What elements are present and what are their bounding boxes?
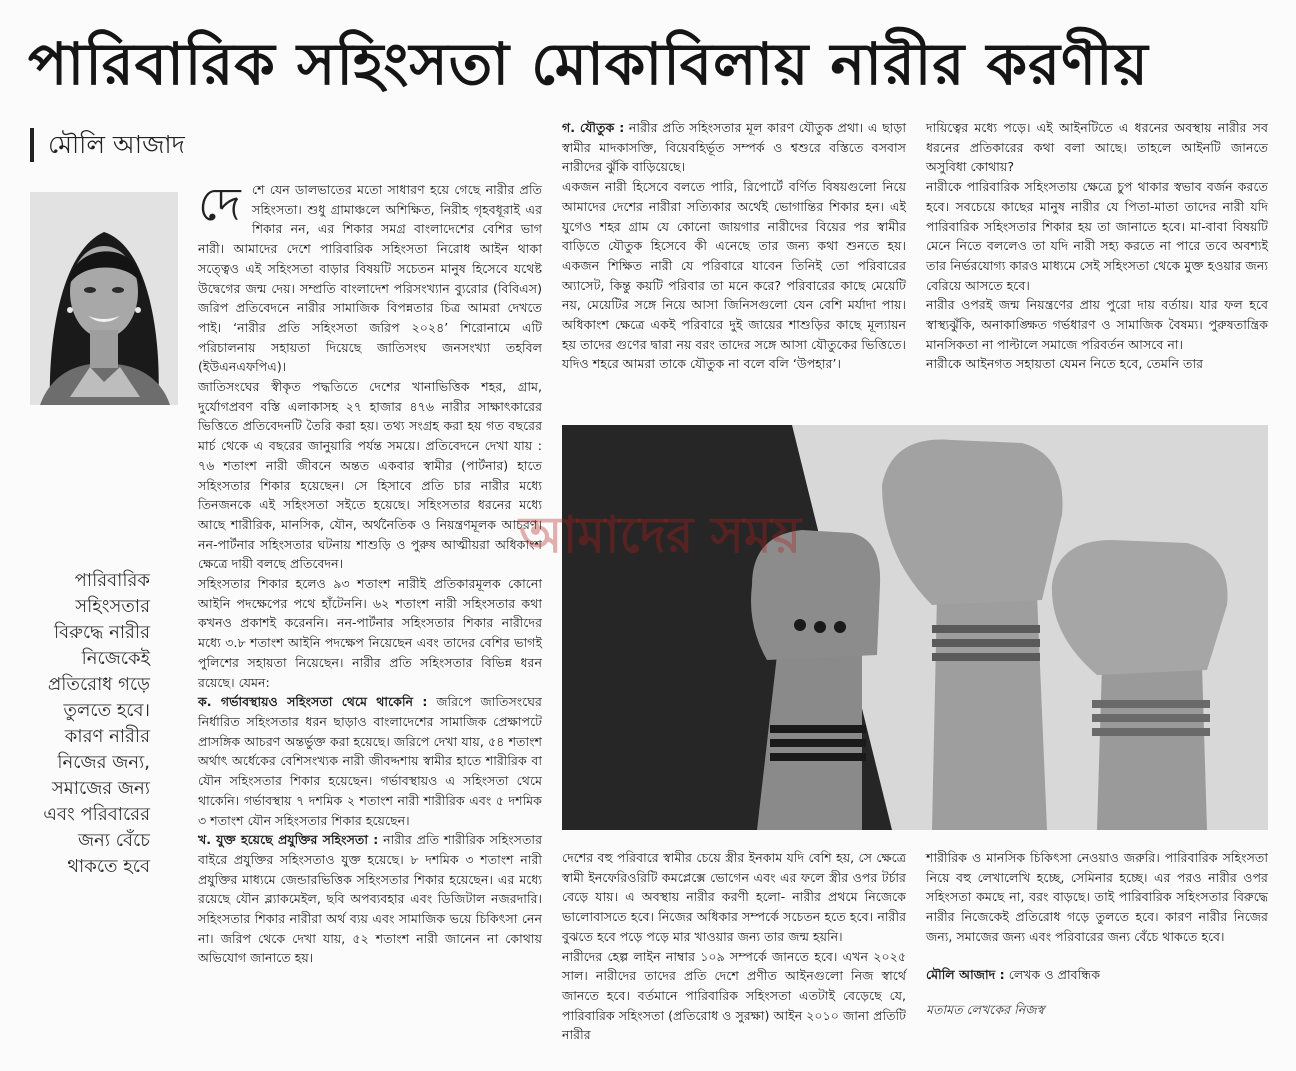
paragraph (198, 830, 542, 968)
byline: মৌলি আজাদ (30, 128, 185, 162)
article-column-5 (926, 848, 1268, 1020)
subhead: গ. যৌতুক : (562, 120, 625, 135)
disclaimer: মতামত লেখকের নিজস্ব (926, 1002, 1045, 1018)
paragraph: সহিংসতার শিকার হলেও ৯৩ শতাংশ নারীই প্রতিকারমূলক কোনো আইনি পদক্ষেপের পথে হাঁটেননি। ৬২ শতাংশ নারী সহিংসতার কথা কখনও প্রকাশই করেননি। নন-পার্টনার সহিংসতার শিকার নারীদের মধ্যে ৩.৮ শতাংশ আইনি পদক্ষেপ নিয়েছেন এবং তাদের বেশির ভাগই পুলিশের সহায়তা নিয়েছেন। নারীর প্রতি সহিংসতার বিভিন্ন ধরন রয়েছে। যেমন: (198, 576, 542, 690)
article-column-1 (198, 177, 543, 968)
paragraph: শারীরিক ও মানসিক চিকিৎসা নেওয়াও জরুরি। পারিবারিক সহিংসতা নিয়ে বহু লেখালেখি হচ্ছে, সেমিনার হচ্ছে। এর পরও নারীর ওপর সহিংসতা কমছে না, বরং বাড়ছে। তাই পারিবারিক সহিংসতার বিরুদ্ধে নারীর নিজেকেই প্রতিরোধ গড়ে তুলতে হবে। কারণ নারীর নিজের জন্য, সমাজের জন্য এবং পরিবারের জন্য বেঁচে থাকতে হবে। (926, 850, 1268, 944)
article-column-4 (562, 848, 906, 1045)
subhead: ক. গর্ভাবস্থায়ও সহিংসতা থেমে থাকেনি : (198, 694, 428, 710)
paragraph (562, 118, 906, 177)
author-note-name: মৌলি আজাদ : (926, 966, 1005, 982)
fists-artwork (562, 425, 1268, 830)
paragraph: নারীকে পারিবারিক সহিংসতায় ক্ষেত্রে চুপ থাকার স্বভাব বর্জন করতে হবে। সবচেয়ে কাছের মানুষ নারীর যে পিতা-মাতা তাদের নারী যদি পারিবারিক সহিংসতার শিকার হয় তা জানাতে হবে। মা-বাবা বিষয়টি মেনে নিতে বললেও তা যদি নারী সহ্য করতে না পারে তবে অবশ্যই তার নির্ভরযোগ্য কারও মাধ্যমে সেই সহিংসতা থেকে মুক্ত হওয়ার জন্য বেরিয়ে আসতে হবে। (926, 179, 1268, 293)
article-column-3 (926, 118, 1268, 374)
paragraph: শে যেন ডালভাতের মতো সাধারণ হয়ে গেছে নারীর প্রতি সহিংসতা। শুধু গ্রামাঞ্চলে অশিক্ষিত, নিরীহ গৃহবধূরাই এর শিকার নন, এর শিকার সমগ্র বাংলাদেশের বেশির ভাগ নারী। আমাদের দেশে পারিবারিক সহিংসতা নিরোধ আইন থাকা সত্ত্বেও এই সহিংসতা বাড়ার বিষয়টি সচেতন মানুষ হিসেবে যথেষ্ট উদ্বেগের জন্ম দেয়। সম্প্রতি বাংলাদেশ পরিসংখ্যান ব্যুরোর (বিবিএস) জরিপ প্রতিবেদনে নারীর সামাজিক বিপন্নতার চিত্র আমরা দেখতে পাই। ‘নারীর প্রতি সহিংসতা জরিপ ২০২৪’ শিরোনামে এটি পরিচালনায় সহায়তা দিয়েছে জাতিসংঘ জনসংখ্যা তহবিল (ইউএনএফপিএ)। (198, 182, 542, 375)
subhead: খ. যুক্ত হয়েছে প্রযুক্তির সহিংসতা : (198, 832, 379, 848)
paragraph: জাতিসংঘের স্বীকৃত পদ্ধতিতে দেশের খানাভিত্তিক শহর, গ্রাম, দুর্যোগপ্রবণ বস্তি এলাকাসহ ২৭ হাজার ৪৭৬ নারীর সাক্ষাৎকারের ভিত্তিতে প্রতিবেদনটি তৈরি করা হয়। তথ্য সংগ্রহ করা হয় গত বছরের মার্চ থেকে এ বছরের জানুয়ারি পর্যন্ত সময়ে। প্রতিবেদনে দেখা যায় : ৭৬ শতাংশ নারী জীবনে অন্তত একবার স্বামীর (পার্টনার) হাতে সহিংসতার শিকার হয়েছেন। সে হিসাবে প্রতি চার নারীর মধ্যে তিনজনকে এই সহিংসতা সইতে হয়েছে। সহিংসতার ধরনের মধ্যে আছে শারীরিক, মানসিক, যৌন, অর্থনৈতিক ও নিয়ন্ত্রণমূলক আচরণ। নন-পার্টনার সহিংসতার ঘটনায় শাশুড়ি ও পুরুষ আত্মীয়রা অধিকাংশ ক্ষেত্রে দায়ী বলছে প্রতিবেদন। (198, 379, 542, 572)
author-note (926, 965, 1268, 985)
paragraph: নারীর ওপরই জন্ম নিয়ন্ত্রণের প্রায় পুরো দায় বর্তায়। যার ফল হবে স্বাস্থ্যঝুঁকি, অনাকাঙ্ক্ষিত গর্ভধারণ ও সামাজিক বৈষম্য। পুরুষতান্ত্রিক মানসিকতা না পাল্টালে সমাজে পরিবর্তন আসবে না। (926, 297, 1268, 352)
pull-quote: পারিবারিক সহিংসতার বিরুদ্ধে নারীর নিজেকেই প্রতিরোধ গড়ে তুলতে হবে। কারণ নারীর নিজের জন্য, সমাজের জন্য এবং পরিবারের জন্য বেঁচে থাকতে হবে (43, 570, 150, 877)
author-photo (30, 192, 178, 405)
paragraph (198, 692, 542, 830)
drop-cap: দে (198, 177, 241, 231)
portrait-illustration (30, 192, 178, 405)
paragraph: দেশের বহু পরিবারে স্বামীর চেয়ে স্ত্রীর ইনকাম যদি বেশি হয়, সে ক্ষেত্রে স্বামী ইনফেরিওরিটি কমপ্লেক্সে ভোগেন এবং এর ফলে স্ত্রীর ওপর টর্চার বেড়ে যায়। এ অবস্থায় নারীর করণী হলো- নারীর প্রথমে নিজেকে ভালোবাসতে হবে। নিজের অধিকার সম্পর্কে সচেতন হতে হবে। নারীর বুঝতে হবে পড়ে পড়ে মার খাওয়ার জন্য তার জন্ম হয়নি। (562, 850, 906, 944)
paragraph-text: নারীর প্রতি শারীরিক সহিংসতার বাইরে প্রযুক্তির সহিংসতাও যুক্ত হয়েছে। ৮ দশমিক ৩ শতাংশ নারী প্রযুক্তির মাধ্যমে জেন্ডারভিত্তিক সহিংসতার শিকার হয়েছেন। এর মধ্যে রয়েছে যৌন ব্ল্যাকমেইল, ছবি অপব্যবহার এবং ডিজিটাল নজরদারি। সহিংসতার শিকার নারীরা অর্থ ব্যয় এবং সামাজিক ভয়ে চিকিৎসা নেন না। জরিপ থেকে দেখা যায়, ৫২ শতাংশ নারী জানেন না কোথায় অভিযোগ জানাতে হয়। (198, 832, 543, 966)
paragraph-text: জরিপে জাতিসংঘের নির্ধারিত সহিংসতার ধরন ছাড়াও বাংলাদেশের সামাজিক প্রেক্ষাপটে প্রাসঙ্গিক আচরণ অন্তর্ভুক্ত করা হয়েছে। জরিপে দেখা যায়, ৫৪ শতাংশ অর্থাৎ অর্ধেকের বেশিসংখ্যক নারী জীবদ্দশায় স্বামীর হাতে শারীরিক বা যৌন সহিংসতার শিকার হয়েছেন। গর্ভাবস্থায়ও এ সহিংসতা থেমে থাকেনি। গর্ভাবস্থায় ৭ দশমিক ২ শতাংশ নারী শারীরিক এবং ৫ দশমিক ৩ শতাংশ যৌন সহিংসতার শিকার হয়েছেন। (198, 694, 542, 828)
watermark-logo: আমাদের সময় (518, 506, 802, 564)
paragraph: নারীদের হেল্প লাইন নাম্বার ১০৯ সম্পর্কে জানতে হবে। এখন ২০২৫ সাল। নারীদের তাদের প্রতি দেশে প্রণীত আইনগুলো নিজ স্বার্থে জানতে হবে। বর্তমানে পারিবারিক সহিংসতা এতটাই বেড়েছে যে, পারিবারিক সহিংসতা (প্রতিরোধ ও সুরক্ষা) আইন ২০১০ জানা প্রতিটি নারীর (562, 948, 906, 1043)
author-note-desc: লেখক ও প্রাবন্ধিক (1004, 966, 1101, 982)
paragraph: একজন নারী হিসেবে বলতে পারি, রিপোর্টে বর্ণিত বিষয়গুলো নিয়ে আমাদের দেশের নারীরা সত্যিকার অর্থেই ভোগান্তির শিকার হন। এই যুগেও শহর গ্রাম যে কোনো জায়গার নারীদের বিয়ের পর স্বামীর বাড়িতে যৌতুক হিসেবে কী এনেছে তার জন্য কথা শুনতে হয়। একজন শিক্ষিত নারী যে পরিবারে যাবেন তিনিই তো পরিবারের অ্যাসেট, কিন্তু কয়টি পরিবার তা মনে করে? পরিবারের কাছে মেয়েটি নয়, মেয়েটির সঙ্গে নিয়ে আসা জিনিসগুলো যেন বেশি মর্যাদা পায়। অধিকাংশ ক্ষেত্রে একই পরিবারে দুই জায়ের শাশুড়ির কাছে মূল্যায়ন হয় তাদের গুণের দ্বারা নয় বরং তাদের সঙ্গে আসা যৌতুকের ভিত্তিতে। যদিও শহরে আমরা তাকে যৌতুক না বলে বলি ‘উপহার’। (562, 179, 906, 372)
paragraph-text: নারীর প্রতি সহিংসতার মূল কারণ যৌতুক প্রথা। এ ছাড়া স্বামীর মাদকাসক্তি, বিয়েবহির্ভূত সম্পর্ক ও শ্বশুরে বস্তিতে বসবাস নারীদের ঝুঁকি বাড়িয়েছে। (562, 120, 906, 175)
headline: পারিবারিক সহিংসতা মোকাবিলায় নারীর করণীয় (28, 30, 1149, 98)
paragraph: দায়িত্বের মধ্যে পড়ে। এই আইনটিতে এ ধরনের অবস্থায় নারীর সব ধরনের প্রতিকারের কথা বলা আছে। তাহলে আইনটি জানতে অসুবিধা কোথায়? (926, 120, 1268, 175)
paragraph: নারীকে আইনগত সহায়তা যেমন নিতে হবে, তেমনি তার (926, 356, 1204, 372)
article-column-2 (562, 118, 906, 374)
raised-fists-illustration (562, 425, 1268, 830)
